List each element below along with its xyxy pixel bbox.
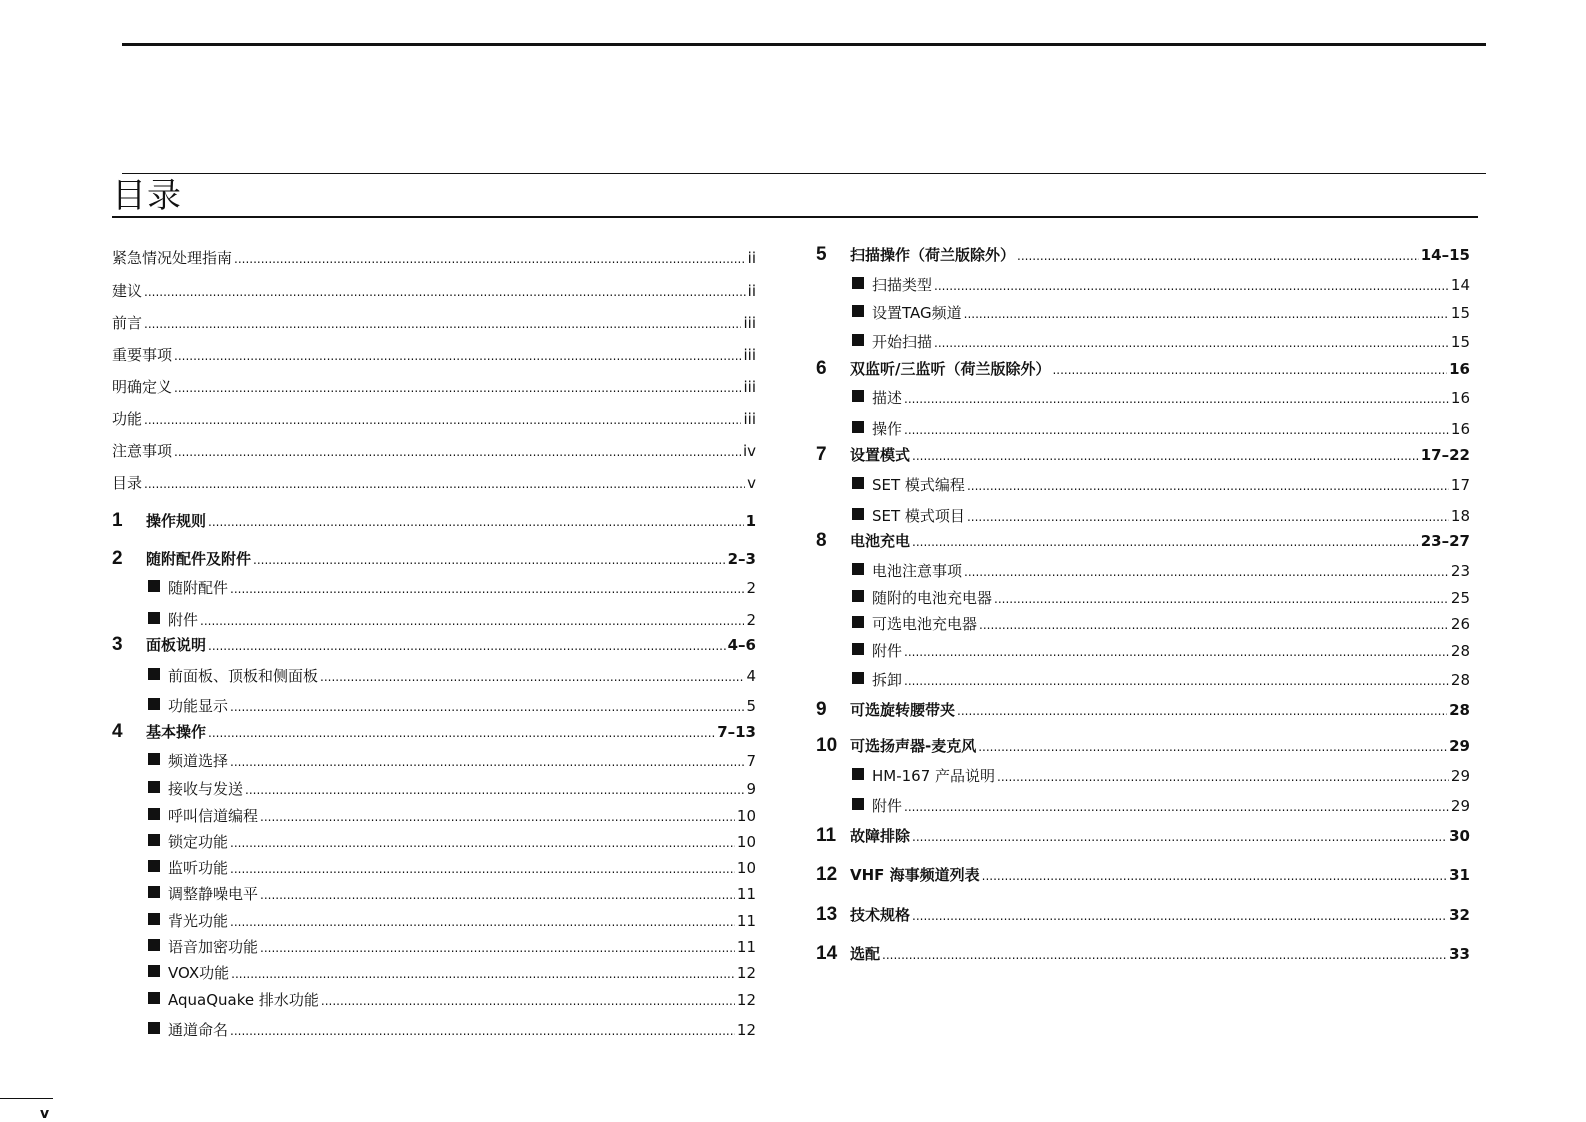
toc-chapter-row[interactable]	[816, 700, 1470, 721]
toc-label: 设置模式	[850, 446, 911, 464]
toc-page-number: 2	[746, 611, 756, 629]
square-bullet-icon	[852, 563, 864, 575]
square-bullet-icon	[148, 834, 160, 846]
square-bullet-icon	[148, 965, 160, 977]
dot-leader	[964, 303, 1449, 324]
dot-leader	[912, 531, 1419, 552]
toc-label: 故障排除	[850, 827, 911, 845]
dot-leader	[230, 832, 735, 853]
toc-label: 扫描操作（荷兰版除外）	[850, 246, 1016, 264]
toc-page-number: 11	[736, 912, 756, 930]
square-bullet-icon	[852, 277, 864, 289]
toc-section-row[interactable]	[148, 610, 756, 631]
toc-label: SET 模式编程	[872, 476, 965, 494]
dot-leader	[200, 610, 744, 631]
dot-leader	[230, 911, 735, 932]
chapter-number: 4	[112, 721, 123, 742]
toc-label: 选配	[850, 945, 881, 963]
page-number: v	[40, 1106, 50, 1122]
top-rule	[122, 43, 1486, 46]
toc-chapter-row[interactable]	[112, 511, 756, 532]
dot-leader	[912, 905, 1447, 926]
square-bullet-icon	[148, 753, 160, 765]
toc-label: 可选扬声器-麦克风	[850, 737, 977, 755]
toc-label: SET 模式项目	[872, 507, 965, 525]
dot-leader	[230, 1020, 735, 1041]
dot-leader	[904, 419, 1449, 440]
dot-leader	[231, 963, 735, 984]
chapter-number: 13	[816, 904, 838, 925]
toc-label: 设置TAG频道	[872, 304, 962, 322]
toc-label: 电池注意事项	[872, 562, 963, 580]
toc-page-number: 16	[1450, 389, 1470, 407]
toc-chapter-row[interactable]	[816, 826, 1470, 847]
toc-page-number: iii	[743, 346, 756, 364]
dot-leader	[208, 635, 726, 656]
dot-leader	[144, 409, 741, 430]
toc-page-number: 14	[1450, 276, 1470, 294]
toc-label: 可选电池充电器	[872, 615, 978, 633]
toc-section-row[interactable]	[852, 588, 1470, 609]
square-bullet-icon	[148, 781, 160, 793]
dot-leader	[967, 506, 1449, 527]
toc-label: 接收与发送	[168, 780, 244, 798]
toc-page-number: 23–27	[1420, 532, 1470, 550]
toc-label: 可选旋转腰带夹	[850, 701, 956, 719]
toc-label: 附件	[872, 642, 903, 660]
dot-leader	[320, 666, 744, 687]
square-bullet-icon	[148, 580, 160, 592]
toc-section-row[interactable]	[148, 937, 756, 958]
toc-section-row[interactable]	[852, 303, 1470, 324]
toc-label: 前面板、顶板和侧面板	[168, 667, 319, 685]
square-bullet-icon	[148, 939, 160, 951]
toc-section-row[interactable]	[148, 751, 756, 772]
toc-entry-row[interactable]	[112, 313, 756, 334]
toc-page-number: 29	[1449, 737, 1470, 755]
toc-label: 扫描类型	[872, 276, 933, 294]
toc-page-number: 26	[1450, 615, 1470, 633]
dot-leader	[144, 281, 746, 302]
chapter-number: 5	[816, 244, 827, 265]
toc-section-row[interactable]	[148, 963, 756, 984]
toc-label: 附件	[168, 611, 199, 629]
square-bullet-icon	[148, 992, 160, 1004]
toc-label: 语音加密功能	[168, 938, 259, 956]
toc-label: 技术规格	[850, 906, 911, 924]
square-bullet-icon	[852, 643, 864, 655]
toc-section-row[interactable]	[148, 578, 756, 599]
square-bullet-icon	[852, 421, 864, 433]
toc-page-number: v	[747, 474, 756, 492]
toc-label: 操作规则	[146, 512, 207, 530]
toc-page-number: iii	[743, 410, 756, 428]
toc-label: 拆卸	[872, 671, 903, 689]
toc-page-number: 25	[1450, 589, 1470, 607]
dot-leader	[208, 511, 744, 532]
dot-leader	[994, 588, 1449, 609]
dot-leader	[1052, 359, 1447, 380]
toc-page-number: 7–13	[717, 723, 756, 741]
dot-leader	[982, 865, 1447, 886]
toc-label: 调整静噪电平	[168, 885, 259, 903]
dot-leader	[245, 779, 744, 800]
square-bullet-icon	[852, 672, 864, 684]
chapter-number: 14	[816, 943, 838, 964]
toc-label: 基本操作	[146, 723, 207, 741]
dot-leader	[234, 248, 746, 269]
chapter-number: 10	[816, 735, 838, 756]
square-bullet-icon	[852, 768, 864, 780]
toc-section-row[interactable]	[852, 275, 1470, 296]
dot-leader	[967, 475, 1449, 496]
toc-label: 随附的电池充电器	[872, 589, 993, 607]
toc-page-number: 14–15	[1420, 246, 1470, 264]
chapter-number: 1	[112, 510, 123, 531]
toc-label: 随附配件	[168, 579, 229, 597]
toc-entry-row[interactable]	[112, 281, 756, 302]
square-bullet-icon	[852, 390, 864, 402]
chapter-number: 7	[816, 444, 827, 465]
square-bullet-icon	[148, 612, 160, 624]
toc-section-row[interactable]	[148, 911, 756, 932]
toc-section-row[interactable]	[148, 884, 756, 905]
toc-page-number: 1	[745, 512, 756, 530]
toc-chapter-row[interactable]	[816, 736, 1470, 757]
toc-label: 注意事项	[112, 442, 173, 460]
toc-chapter-row[interactable]	[112, 549, 756, 570]
toc-page-number: 12	[736, 1021, 756, 1039]
toc-label: AquaQuake 排水功能	[168, 991, 319, 1009]
toc-section-row[interactable]	[852, 475, 1470, 496]
title-rule	[122, 173, 1486, 174]
square-bullet-icon	[148, 860, 160, 872]
dot-leader	[174, 377, 741, 398]
dot-leader	[230, 696, 744, 717]
chapter-number: 6	[816, 358, 827, 379]
square-bullet-icon	[148, 698, 160, 710]
toc-label: HM-167 产品说明	[872, 767, 996, 785]
toc-chapter-row[interactable]	[816, 905, 1470, 926]
dot-leader	[174, 345, 741, 366]
toc-label: 紧急情况处理指南	[112, 249, 233, 267]
toc-label: 面板说明	[146, 636, 207, 654]
toc-section-row[interactable]	[852, 766, 1470, 787]
toc-page-number: 28	[1450, 671, 1470, 689]
toc-label: 随附配件及附件	[146, 550, 252, 568]
chapter-number: 11	[816, 825, 837, 846]
toc-page-number: 33	[1449, 945, 1470, 963]
toc-label: 明确定义	[112, 378, 173, 396]
square-bullet-icon	[148, 1022, 160, 1034]
dot-leader	[912, 826, 1447, 847]
square-bullet-icon	[852, 334, 864, 346]
dot-leader	[321, 990, 735, 1011]
toc-label: VHF 海事频道列表	[850, 866, 980, 884]
toc-label: 背光功能	[168, 912, 229, 930]
square-bullet-icon	[852, 477, 864, 489]
toc-page-number: 17–22	[1420, 446, 1470, 464]
toc-chapter-row[interactable]	[816, 865, 1470, 886]
toc-label: 双监听/三监听（荷兰版除外）	[850, 360, 1051, 378]
toc-section-row[interactable]	[852, 388, 1470, 409]
dot-leader	[230, 578, 744, 599]
toc-page-number: 9	[746, 780, 756, 798]
dot-leader	[912, 445, 1419, 466]
toc-label: 重要事项	[112, 346, 173, 364]
chapter-number: 3	[112, 634, 123, 655]
dot-leader	[934, 275, 1449, 296]
toc-page-number: 29	[1450, 767, 1470, 785]
toc-page-number: 16	[1449, 360, 1470, 378]
dot-leader	[144, 473, 745, 494]
dot-leader	[904, 796, 1449, 817]
toc-label: 监听功能	[168, 859, 229, 877]
toc-page-number: 2–3	[727, 550, 756, 568]
toc-entry-row[interactable]	[112, 377, 756, 398]
toc-entry-row[interactable]	[112, 441, 756, 462]
toc-page-number: 4	[746, 667, 756, 685]
chapter-number: 12	[816, 864, 838, 885]
toc-page-number: 15	[1450, 333, 1470, 351]
toc-label: 描述	[872, 389, 903, 407]
dot-leader	[904, 670, 1449, 691]
toc-section-row[interactable]	[852, 561, 1470, 582]
toc-label: 开始扫描	[872, 333, 933, 351]
toc-page-number: ii	[747, 282, 756, 300]
toc-page-number: 17	[1450, 476, 1470, 494]
toc-page-number: 15	[1450, 304, 1470, 322]
toc-section-row[interactable]	[852, 614, 1470, 635]
toc-page-number: 11	[736, 938, 756, 956]
dot-leader	[904, 641, 1449, 662]
toc-page-number: 28	[1450, 642, 1470, 660]
toc-page-number: 10	[736, 859, 756, 877]
toc-label: 附件	[872, 797, 903, 815]
toc-page-number: iii	[743, 378, 756, 396]
toc-label: 频道选择	[168, 752, 229, 770]
toc-page-number: 11	[736, 885, 756, 903]
toc-entry-row[interactable]	[112, 248, 756, 269]
toc-chapter-row[interactable]	[816, 944, 1470, 965]
toc-label: 功能显示	[168, 697, 229, 715]
toc-page-number: 31	[1449, 866, 1470, 884]
toc-section-row[interactable]	[852, 419, 1470, 440]
dot-leader	[1017, 245, 1419, 266]
toc-page-number: 2	[746, 579, 756, 597]
square-bullet-icon	[852, 798, 864, 810]
toc-chapter-row[interactable]	[816, 445, 1470, 466]
toc-page-number: 18	[1450, 507, 1470, 525]
toc-chapter-row[interactable]	[816, 359, 1470, 380]
toc-entry-row[interactable]	[112, 409, 756, 430]
toc-label: 功能	[112, 410, 143, 428]
toc-label: 建议	[112, 282, 143, 300]
toc-page-number: 28	[1449, 701, 1470, 719]
dot-leader	[904, 388, 1449, 409]
toc-page-number: 23	[1450, 562, 1470, 580]
toc-section-row[interactable]	[148, 858, 756, 879]
toc-page-number: 10	[736, 833, 756, 851]
toc-section-row[interactable]	[148, 696, 756, 717]
page-title: 目录	[112, 176, 182, 216]
toc-label: 目录	[112, 474, 143, 492]
toc-section-row[interactable]	[852, 796, 1470, 817]
toc-label: 操作	[872, 420, 903, 438]
toc-page-number: 32	[1449, 906, 1470, 924]
chapter-number: 2	[112, 548, 123, 569]
toc-section-row[interactable]	[852, 641, 1470, 662]
dot-leader	[230, 751, 744, 772]
toc-section-row[interactable]	[148, 990, 756, 1011]
toc-section-row[interactable]	[852, 506, 1470, 527]
dot-leader	[260, 937, 735, 958]
dot-leader	[144, 313, 741, 334]
toc-section-row[interactable]	[148, 779, 756, 800]
footer-rule	[0, 1098, 53, 1099]
square-bullet-icon	[852, 508, 864, 520]
toc-page-number: ii	[747, 249, 756, 267]
toc-section-row[interactable]	[148, 666, 756, 687]
toc-chapter-row[interactable]	[112, 722, 756, 743]
dot-leader	[230, 858, 735, 879]
dot-leader	[979, 614, 1449, 635]
dot-leader	[260, 884, 735, 905]
dot-leader	[174, 441, 741, 462]
dot-leader	[208, 722, 715, 743]
toc-section-row[interactable]	[852, 332, 1470, 353]
square-bullet-icon	[148, 886, 160, 898]
square-bullet-icon	[852, 616, 864, 628]
square-bullet-icon	[148, 808, 160, 820]
toc-page-number: 5	[746, 697, 756, 715]
toc-page-number: iv	[742, 442, 756, 460]
toc-page-number: 7	[746, 752, 756, 770]
toc-label: 前言	[112, 314, 143, 332]
dot-leader	[997, 766, 1449, 787]
chapter-number: 9	[816, 699, 827, 720]
toc-entry-row[interactable]	[112, 473, 756, 494]
toc-label: VOX功能	[168, 964, 230, 982]
dot-leader	[957, 700, 1447, 721]
toc-page-number: 16	[1450, 420, 1470, 438]
toc-label: 呼叫信道编程	[168, 807, 259, 825]
square-bullet-icon	[148, 668, 160, 680]
toc-page-number: 12	[736, 991, 756, 1009]
toc-chapter-row[interactable]	[112, 635, 756, 656]
dot-leader	[882, 944, 1447, 965]
toc-page-number: iii	[743, 314, 756, 332]
toc-label: 通道命名	[168, 1021, 229, 1039]
dot-leader	[934, 332, 1449, 353]
chapter-number: 8	[816, 530, 827, 551]
square-bullet-icon	[852, 305, 864, 317]
toc-page-number: 29	[1450, 797, 1470, 815]
toc-chapter-row[interactable]	[816, 531, 1470, 552]
toc-chapter-row[interactable]	[816, 245, 1470, 266]
dot-leader	[260, 806, 735, 827]
toc-page-number: 10	[736, 807, 756, 825]
toc-entry-row[interactable]	[112, 345, 756, 366]
toc-page-number: 4–6	[727, 636, 756, 654]
dot-leader	[978, 736, 1447, 757]
square-bullet-icon	[852, 590, 864, 602]
toc-page-number: 30	[1449, 827, 1470, 845]
toc-section-row[interactable]	[148, 806, 756, 827]
toc-section-row[interactable]	[148, 1020, 756, 1041]
dot-leader	[253, 549, 726, 570]
toc-section-row[interactable]	[852, 670, 1470, 691]
toc-label: 电池充电	[850, 532, 911, 550]
toc-section-row[interactable]	[148, 832, 756, 853]
square-bullet-icon	[148, 913, 160, 925]
toc-page-number: 12	[736, 964, 756, 982]
toc-label: 锁定功能	[168, 833, 229, 851]
title-underline	[112, 216, 1478, 218]
dot-leader	[964, 561, 1449, 582]
